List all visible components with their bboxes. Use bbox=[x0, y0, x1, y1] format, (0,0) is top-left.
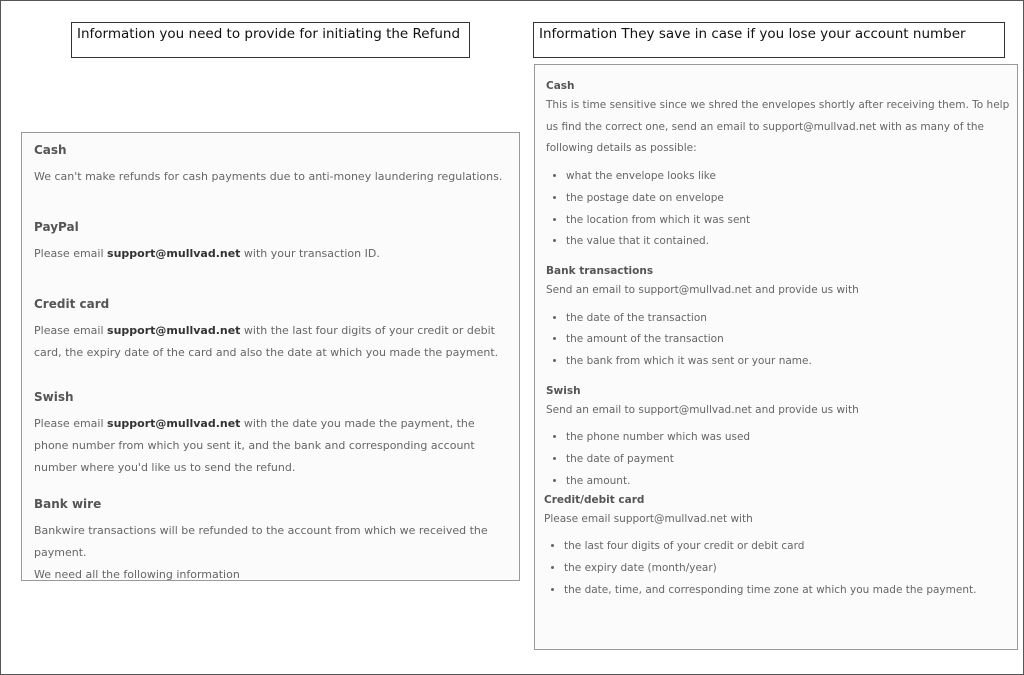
saved-card-text: Please email support@mullvad.net with bbox=[544, 512, 753, 525]
refund-cash-title: Cash bbox=[34, 143, 67, 157]
refund-bankwire-line2: We need all the following information bbox=[34, 568, 240, 581]
saved-bank-title: Bank transactions bbox=[546, 264, 654, 277]
refund-bankwire-line1: Bankwire transactions will be refunded to the account from which we received the payment. bbox=[34, 524, 488, 559]
refund-credit-section bbox=[34, 297, 511, 364]
saved-info-panel bbox=[534, 64, 1018, 650]
refund-credit-email: support@mullvad.net bbox=[107, 324, 241, 337]
refund-paypal-title: PayPal bbox=[34, 220, 79, 234]
list-item: • what the envelope looks like bbox=[566, 166, 1011, 188]
saved-cash-text: This is time sensitive since we shred the envelopes shortly after receiving them. To help us find the correct one, send an email to support@mullvad.net with as many of the following details as possible: bbox=[546, 99, 1010, 155]
saved-cash-list bbox=[546, 166, 1011, 253]
refund-paypal-section bbox=[34, 220, 511, 265]
refund-bankwire-section bbox=[34, 497, 511, 586]
refund-credit-title: Credit card bbox=[34, 297, 110, 311]
saved-card-section bbox=[544, 494, 1011, 602]
list-item: • the bank from which it was sent or your name. bbox=[566, 351, 1011, 373]
saved-bank-list bbox=[546, 308, 1011, 373]
refund-paypal-email: support@mullvad.net bbox=[107, 247, 241, 260]
right-heading bbox=[533, 22, 1005, 58]
list-item: • the amount. bbox=[566, 471, 1011, 493]
list-item: • the date of the transaction bbox=[566, 308, 1011, 330]
saved-swish-title: Swish bbox=[546, 384, 581, 397]
saved-bank-section bbox=[546, 265, 1011, 373]
refund-paypal-suffix: with your transaction ID. bbox=[240, 247, 380, 260]
refund-swish-section bbox=[34, 390, 511, 479]
list-item: • the date, time, and corresponding time zone at which you made the payment. bbox=[564, 580, 1011, 602]
refund-credit-suffix: with the last four digits of your credit or debit card, the expiry date of the card and also the date at which you made the payment. bbox=[34, 324, 499, 359]
refund-cash-text: We can't make refunds for cash payments due to anti-money laundering regulations. bbox=[34, 170, 503, 183]
saved-bank-text: Send an email to support@mullvad.net and provide us with bbox=[546, 283, 859, 296]
list-item: • the date of payment bbox=[566, 449, 1011, 471]
refund-credit-text bbox=[34, 320, 511, 364]
list-item: • the phone number which was used bbox=[566, 427, 1011, 449]
refund-swish-prefix: Please email bbox=[34, 417, 108, 430]
refund-swish-title: Swish bbox=[34, 390, 74, 404]
saved-swish-text: Send an email to support@mullvad.net and provide us with bbox=[546, 403, 859, 416]
list-item: • the amount of the transaction bbox=[566, 329, 1011, 351]
list-item: • the expiry date (month/year) bbox=[564, 558, 1011, 580]
refund-swish-text bbox=[34, 413, 511, 479]
refund-swish-suffix: with the date you made the payment, the phone number from which you sent it, and the bank and corresponding account number where you'd like us to send the refund. bbox=[34, 417, 475, 474]
saved-cash-title: Cash bbox=[546, 80, 575, 92]
list-item: • the value that it contained. bbox=[566, 231, 1011, 253]
left-heading-text: Information you need to provide for initiating the Refund bbox=[77, 26, 461, 42]
saved-cash-section bbox=[546, 80, 1011, 253]
refund-paypal-text bbox=[34, 243, 511, 265]
saved-swish-section bbox=[546, 385, 1011, 493]
saved-card-title: Credit/debit card bbox=[544, 493, 645, 506]
refund-paypal-prefix: Please email bbox=[34, 247, 108, 260]
list-item: • the location from which it was sent bbox=[566, 210, 1011, 232]
list-item: • the last four digits of your credit or debit card bbox=[564, 536, 1011, 558]
saved-card-list bbox=[544, 536, 1011, 601]
list-item: • the postage date on envelope bbox=[566, 188, 1011, 210]
refund-swish-email: support@mullvad.net bbox=[107, 417, 241, 430]
refund-bankwire-title: Bank wire bbox=[34, 497, 102, 511]
left-heading bbox=[71, 22, 470, 58]
saved-swish-list bbox=[546, 427, 1011, 492]
refund-cash-section bbox=[34, 143, 511, 188]
refund-credit-prefix: Please email bbox=[34, 324, 108, 337]
right-heading-text: Information They save in case if you lose your account number bbox=[539, 26, 966, 42]
refund-info-panel bbox=[21, 132, 520, 581]
